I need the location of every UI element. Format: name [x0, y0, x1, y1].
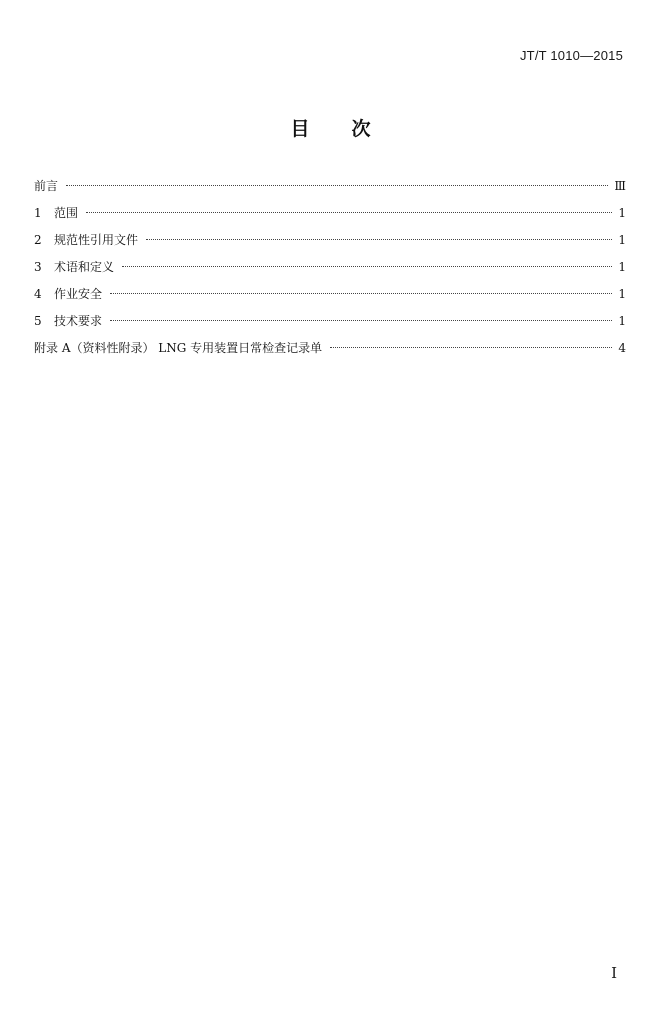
toc-entry-appendix-a[interactable] [34, 338, 626, 365]
page-title: 目次 [290, 118, 413, 140]
page-number: I [611, 964, 617, 982]
toc-leader-dots [330, 347, 612, 348]
toc-entry-label: 附录 A（资料性附录） LNG 专用装置日常检查记录单 [34, 341, 323, 355]
toc-entry-technical-requirements[interactable] [34, 311, 626, 338]
toc-entry-number: 4 [34, 287, 42, 301]
toc-entry-page: 1 [618, 287, 626, 301]
toc-entry-number: 5 [34, 314, 42, 328]
toc-entry-page: 1 [618, 260, 626, 274]
toc-entry-label: 范围 [54, 206, 79, 220]
toc-entry-terms-definitions[interactable] [34, 257, 626, 284]
toc-entry-work-safety[interactable] [34, 284, 626, 311]
toc-entry-label: 技术要求 [54, 314, 103, 328]
toc-entry-number: 1 [34, 206, 42, 220]
toc-entry-label: 作业安全 [54, 287, 103, 301]
toc-entry-normative-references[interactable] [34, 230, 626, 257]
toc-entry-page: 1 [618, 233, 626, 247]
toc-leader-dots [66, 185, 608, 186]
toc-leader-dots [110, 320, 612, 321]
toc-entry-scope[interactable] [34, 203, 626, 230]
toc-leader-dots [110, 293, 612, 294]
toc-entry-page: 1 [618, 206, 626, 220]
toc-leader-dots [86, 212, 612, 213]
toc-entry-label: 规范性引用文件 [54, 233, 139, 247]
toc-entry-page: 1 [618, 314, 626, 328]
toc-entry-page: Ⅲ [614, 179, 626, 193]
toc-entry-page: 4 [618, 341, 626, 355]
toc-entry-label: 前言 [34, 179, 59, 193]
toc-leader-dots [146, 239, 612, 240]
toc-entry-number: 3 [34, 260, 42, 274]
standard-number: JT/T 1010—2015 [519, 48, 623, 63]
toc-entry-label: 术语和定义 [54, 260, 115, 274]
toc-leader-dots [122, 266, 612, 267]
toc-entry-foreword[interactable] [34, 176, 626, 203]
toc-entry-number: 2 [34, 233, 42, 247]
table-of-contents [34, 176, 626, 365]
